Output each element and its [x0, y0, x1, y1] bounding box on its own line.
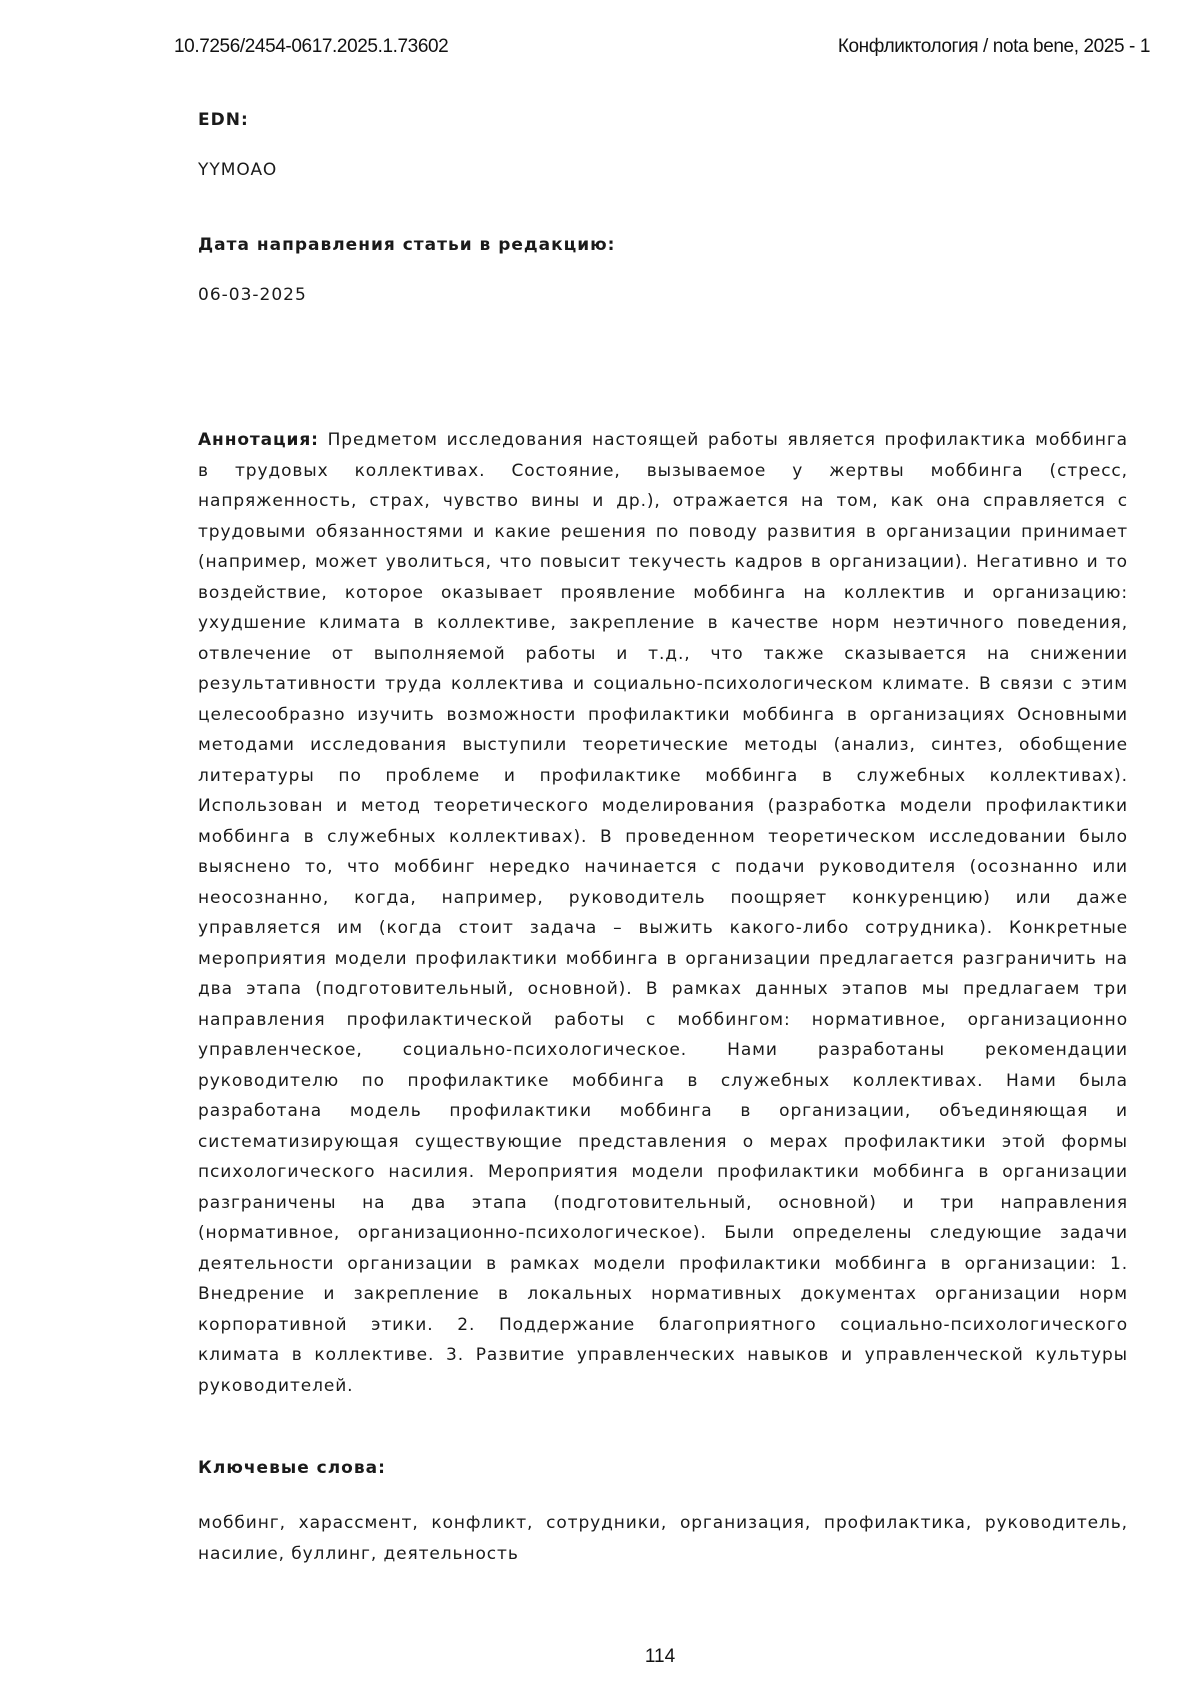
submission-date-label: Дата направления статьи в редакцию: — [198, 235, 616, 255]
submission-date-value: 06-03-2025 — [198, 285, 307, 305]
running-header-journal: Конфликтология / nota bene, 2025 - 1 — [837, 36, 1150, 57]
keywords-text: моббинг, харассмент, конфликт, сотрудники, организация, профилактика, руководитель, насилие, буллинг, деятельность — [198, 1513, 1128, 1564]
abstract-text: Предметом исследования настоящей работы является профилактика моббинга в трудовых коллективах. Состояние, вызываемое у жертвы моббинга (стресс, напряженность, страх, чувство вины и др.), отражается на том, как она справляется с трудовыми обязанностями и какие решения по поводу развития в организации принимает (например, может уволиться, что повысит текучесть кадров в организации). Негативно и то воздействие, которое оказывает проявление моббинга на коллектив и организацию: ухудшение климата в коллективе, закрепление в качестве норм неэтичного поведения, отвлечение от выполняемой работы и т.д., что также сказывается на снижении результативности труда коллектива и социально-психологическом климате. В связи с этим целесообразно изучить возможности профилактики моббинга в организациях Основными методами исследования выступили теоретические методы (анализ, синтез, обобщение литературы по проблеме и профилактике моббинга в служебных коллективах). Использован и метод теоретического моделирования (разработка модели профилактики моббинга в служебных коллективах). В проведенном теоретическом исследовании было выяснено то, что моббинг нередко начинается с подачи руководителя (осознанно или неосознанно, когда, например, руководитель поощряет конкуренцию) или даже управляется им (когда стоит задача – выжить какого-либо сотрудника). Конкретные мероприятия модели профилактики моббинга в организации предлагается разграничить на два этапа (подготовительный, основной). В рамках данных этапов мы предлагаем три направления профилактической работы с моббингом: нормативное, организационно управленческое, социально-психологическое. Нами разработаны рекомендации руководителю по профилактике моббинга в служебных коллективах. Нами была разработана модель профилактики моббинга в организации, объединяющая и систематизирующая существующие представления о мерах профилактики этой формы психологического насилия. Мероприятия модели профилактики моббинга в организации разграничены на два этапа (подготовительный, основной) и три направления (нормативное, организационно-психологическое). Были определены следующие задачи деятельности организации в рамках модели профилактики моббинга в организации: 1. Внедрение и закрепление в локальных нормативных документах организации норм корпоративной этики. 2. Поддержание благоприятного социально-психологического климата в коллективе. 3. Развитие управленческих навыков и управленческой культуры руководителей. — [198, 430, 1128, 1396]
abstract-paragraph — [198, 425, 1128, 1401]
edn-value: YYMOAO — [198, 160, 278, 180]
keywords-label: Ключевые слова: — [198, 1458, 386, 1478]
edn-label: EDN: — [198, 110, 249, 130]
abstract-label: Аннотация: — [198, 430, 319, 450]
page-number: 114 — [644, 1646, 676, 1667]
running-header-doi: 10.7256/2454-0617.2025.1.73602 — [174, 36, 449, 57]
